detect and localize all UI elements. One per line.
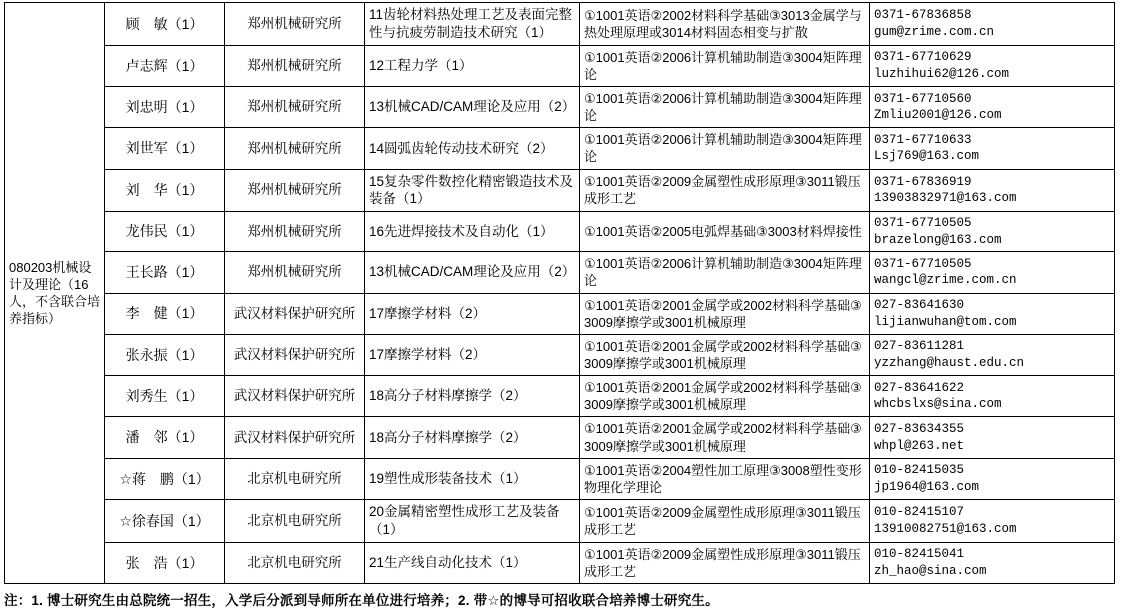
exam-subjects: ①1001英语②2009金属塑性成形原理③3011锻压成形工艺 [580,169,870,212]
contact-email: wangcl@zrime.com.cn [874,273,1017,288]
contact-phone: 010-82415041 [874,547,965,562]
contact-phone: 0371-67710560 [874,91,972,106]
contact-phone: 0371-67836858 [874,8,972,23]
exam-subjects: ①1001英语②2006计算机辅助制造③3004矩阵理论 [580,128,870,169]
footer-note: 注：1. 博士研究生由总院统一招生，入学后分派到导师所在单位进行培养；2. 带☆的博导可招收联合培养博士研究生。 [4,593,719,608]
contact-email: whcbslxs@sina.com [874,397,1002,412]
contact-phone: 027-83641630 [874,298,965,313]
table-row [5,293,1115,334]
exam-subjects: ①1001英语②2002材料科学基础③3013金属学与热处理原理或3014材料固态相变与扩散 [580,3,870,46]
doctoral-advisors-table [4,2,1115,584]
contact-email: zh_hao@sina.com [874,563,987,578]
contact-email: 13910082751@163.com [874,521,1017,536]
table-row [5,212,1115,252]
contact-email: jp1964@163.com [874,479,980,494]
exam-subjects: ①1001英语②2001金属学或2002材料科学基础③3009摩擦学或3001机械原理 [580,376,870,417]
advisor-name: 刘忠明（1） [105,86,225,127]
contact-phone: 027-83641622 [874,380,965,395]
advisor-name: 龙伟民（1） [105,212,225,252]
table-body [5,3,1115,584]
contact-info [870,376,1115,417]
exam-subjects: ①1001英语②2009金属塑性成形原理③3011锻压成形工艺 [580,500,870,543]
research-field: 18高分子材料摩擦学（2） [365,417,580,458]
contact-phone: 0371-67710505 [874,256,972,271]
advisor-name: 张永振（1） [105,334,225,375]
advisor-name: 李 健（1） [105,293,225,334]
advisor-name: 张 浩（1） [105,542,225,583]
document-page [0,2,1122,611]
research-field: 18高分子材料摩擦学（2） [365,376,580,417]
major-group-cell: 080203机械设计及理论（16人，不含联合培养指标） [5,3,105,584]
contact-email: whpl@263.net [874,438,965,453]
contact-phone: 0371-67836919 [874,174,972,189]
exam-subjects: ①1001英语②2006计算机辅助制造③3004矩阵理论 [580,45,870,86]
table-row [5,128,1115,169]
advisor-name: ☆蒋 鹏（1） [105,458,225,499]
contact-phone: 027-83611281 [874,339,965,354]
institute-name: 郑州机械研究所 [225,128,365,169]
institute-name: 郑州机械研究所 [225,169,365,212]
institute-name: 武汉材料保护研究所 [225,376,365,417]
research-field: 21生产线自动化技术（1） [365,542,580,583]
table-row [5,252,1115,293]
contact-phone: 0371-67710633 [874,132,972,147]
contact-email: gum@zrime.com.cn [874,24,995,39]
institute-name: 郑州机械研究所 [225,212,365,252]
contact-info [870,128,1115,169]
contact-info [870,212,1115,252]
table-row [5,334,1115,375]
advisor-name: 潘 邻（1） [105,417,225,458]
contact-info [870,417,1115,458]
contact-info [870,500,1115,543]
contact-email: brazelong@163.com [874,232,1002,247]
contact-phone: 010-82415107 [874,505,965,520]
advisor-name: 刘 华（1） [105,169,225,212]
contact-email: Lsj769@163.com [874,149,980,164]
table-row [5,458,1115,499]
research-field: 19塑性成形装备技术（1） [365,458,580,499]
research-field: 15复杂零件数控化精密锻造技术及装备（1） [365,169,580,212]
exam-subjects: ①1001英语②2005电弧焊基础③3003材料焊接性 [580,212,870,252]
contact-phone: 027-83634355 [874,422,965,437]
research-field: 13机械CAD/CAM理论及应用（2） [365,86,580,127]
advisor-name: 顾 敏（1） [105,3,225,46]
institute-name: 武汉材料保护研究所 [225,293,365,334]
exam-subjects: ①1001英语②2001金属学或2002材料科学基础③3009摩擦学或3001机械原理 [580,293,870,334]
exam-subjects: ①1001英语②2009金属塑性成形原理③3011锻压成形工艺 [580,542,870,583]
contact-email: luzhihui62@126.com [874,66,1010,81]
exam-subjects: ①1001英语②2006计算机辅助制造③3004矩阵理论 [580,252,870,293]
contact-email: 13903832971@163.com [874,191,1017,206]
institute-name: 北京机电研究所 [225,500,365,543]
advisor-name: 卢志辉（1） [105,45,225,86]
advisor-name: 王长路（1） [105,252,225,293]
contact-info [870,86,1115,127]
contact-info [870,293,1115,334]
table-row [5,3,1115,46]
contact-info [870,334,1115,375]
research-field: 17摩擦学材料（2） [365,334,580,375]
exam-subjects: ①1001英语②2001金属学或2002材料科学基础③3009摩擦学或3001机械原理 [580,417,870,458]
contact-info [870,458,1115,499]
table-row [5,500,1115,543]
institute-name: 郑州机械研究所 [225,3,365,46]
contact-email: yzzhang@haust.edu.cn [874,355,1025,370]
exam-subjects: ①1001英语②2006计算机辅助制造③3004矩阵理论 [580,86,870,127]
institute-name: 武汉材料保护研究所 [225,334,365,375]
institute-name: 北京机电研究所 [225,542,365,583]
institute-name: 北京机电研究所 [225,458,365,499]
research-field: 16先进焊接技术及自动化（1） [365,212,580,252]
exam-subjects: ①1001英语②2004塑性加工原理③3008塑性变形物理化学理论 [580,458,870,499]
table-row [5,86,1115,127]
contact-info [870,3,1115,46]
contact-email: Zmliu2001@126.com [874,108,1002,123]
research-field: 13机械CAD/CAM理论及应用（2） [365,252,580,293]
table-row [5,45,1115,86]
contact-info [870,45,1115,86]
research-field: 20金属精密塑性成形工艺及装备（1） [365,500,580,543]
institute-name: 郑州机械研究所 [225,86,365,127]
institute-name: 郑州机械研究所 [225,45,365,86]
advisor-name: ☆徐春国（1） [105,500,225,543]
table-row [5,376,1115,417]
advisor-name: 刘世军（1） [105,128,225,169]
contact-email: lijianwuhan@tom.com [874,314,1017,329]
research-field: 11齿轮材料热处理工艺及表面完整性与抗疲劳制造技术研究（1） [365,3,580,46]
exam-subjects: ①1001英语②2001金属学或2002材料科学基础③3009摩擦学或3001机械原理 [580,334,870,375]
table-row [5,169,1115,212]
contact-info [870,252,1115,293]
contact-info [870,169,1115,212]
research-field: 14圆弧齿轮传动技术研究（2） [365,128,580,169]
research-field: 17摩擦学材料（2） [365,293,580,334]
contact-phone: 0371-67710629 [874,50,972,65]
contact-phone: 010-82415035 [874,463,965,478]
table-row [5,542,1115,583]
table-row [5,417,1115,458]
advisor-name: 刘秀生（1） [105,376,225,417]
contact-info [870,542,1115,583]
research-field: 12工程力学（1） [365,45,580,86]
contact-phone: 0371-67710505 [874,216,972,231]
institute-name: 郑州机械研究所 [225,252,365,293]
institute-name: 武汉材料保护研究所 [225,417,365,458]
